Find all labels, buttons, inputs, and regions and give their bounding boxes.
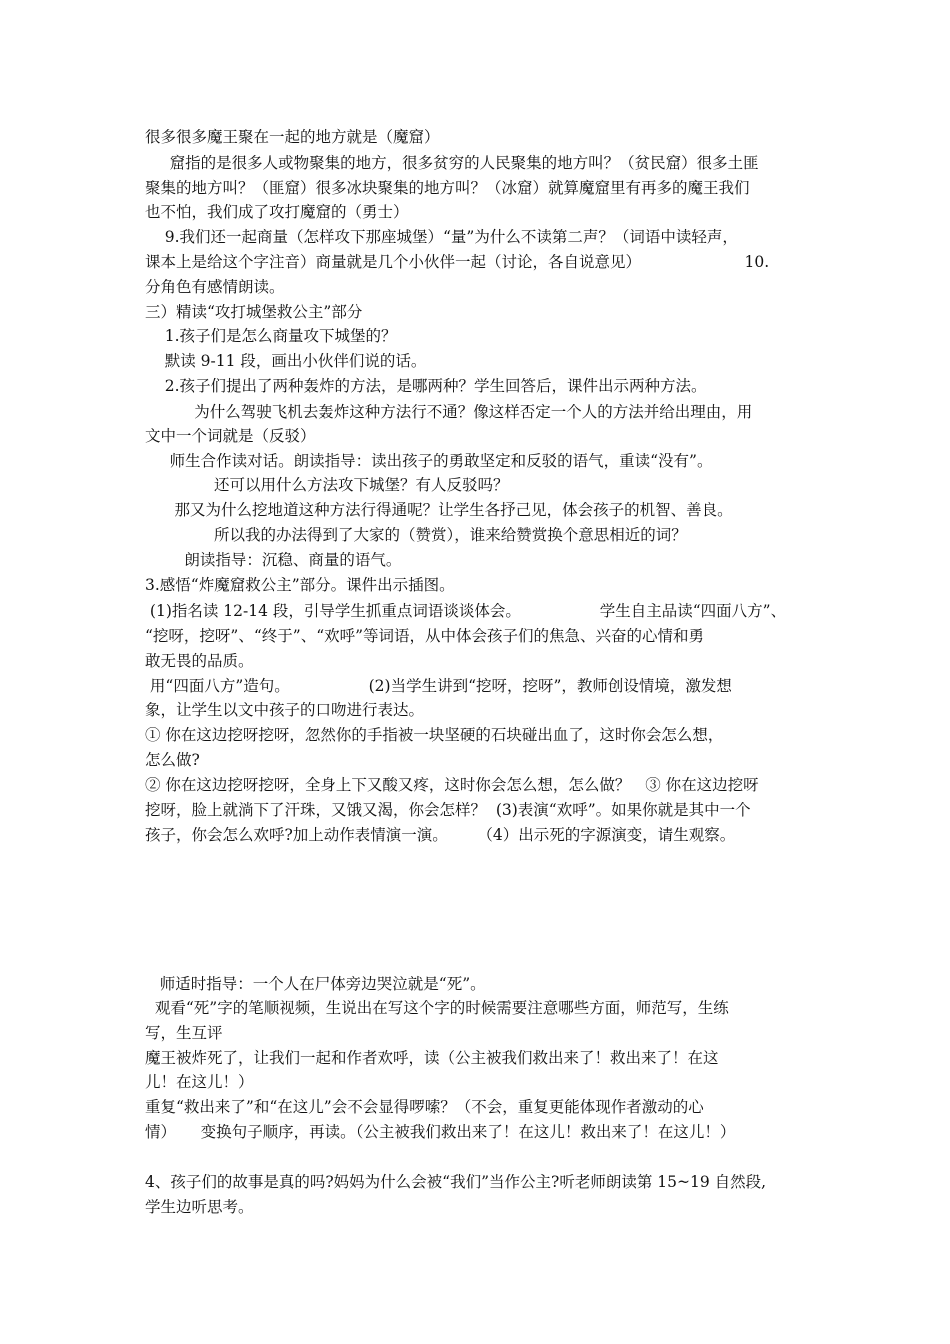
text-line: 孩子，你会怎么欢呼?加上动作表情演一演。 （4）出示死的字源演变，请生观察。 bbox=[145, 826, 736, 844]
text-line: 学生边听思考。 bbox=[145, 1198, 254, 1216]
text-line: 为什么驾驶飞机去轰炸这种方法行不通？像这样否定一个人的方法并给出理由，用 bbox=[145, 403, 753, 421]
text-line: 3.感悟“炸魔窟救公主”部分。课件出示插图。 bbox=[145, 576, 455, 594]
text-line: 重复“救出来了”和“在这儿”会不会显得啰嗦？（不会，重复更能体现作者激动的心 bbox=[145, 1098, 704, 1116]
text-line: 很多很多魔王聚在一起的地方就是（魔窟） bbox=[145, 128, 440, 146]
text-line: 挖呀，脸上就淌下了汗珠，又饿又渴，你会怎样？ (3)表演“欢呼”。如果你就是其中一个 bbox=[145, 801, 751, 819]
text-line: 9.我们还一起商量（怎样攻下那座城堡）“量”为什么不读第二声？（词语中读轻声， bbox=[145, 228, 738, 246]
text-line: 敢无畏的品质。 bbox=[145, 652, 254, 670]
text-line: “挖呀，挖呀”、“终于”、“欢呼”等词语，从中体会孩子们的焦急、兴奋的心情和勇 bbox=[145, 627, 705, 645]
text-line: 默读 9-11 段，画出小伙伴们说的话。 bbox=[145, 352, 427, 370]
text-line: 2.孩子们提出了两种轰炸的方法，是哪两种？学生回答后，课件出示两种方法。 bbox=[145, 377, 707, 395]
text-line: 怎么做? bbox=[145, 751, 200, 769]
text-line: 魔王被炸死了，让我们一起和作者欢呼，读（公主被我们救出来了！救出来了！在这 bbox=[145, 1049, 719, 1067]
text-line: 4、孩子们的故事是真的吗?妈妈为什么会被“我们”当作公主?听老师朗读第 15~19 自然段, bbox=[145, 1173, 767, 1191]
text-line: 情） 变换句子顺序，再读。（公主被我们救出来了！在这儿！救出来了！在这儿！） bbox=[145, 1123, 736, 1141]
text-line: 师生合作读对话。朗读指导：读出孩子的勇敢坚定和反驳的语气，重读“没有”。 bbox=[145, 452, 713, 470]
text-line: 朗读指导：沉稳、商量的语气。 bbox=[145, 551, 402, 569]
text-line: 写，生互评 bbox=[145, 1024, 223, 1042]
section-heading: 三）精读“攻打城堡救公主”部分 bbox=[145, 303, 363, 321]
text-line: 课本上是给这个字注音）商量就是几个小伙伴一起（讨论，各自说意见） 10. bbox=[145, 253, 770, 271]
text-line: 观看“死”字的笔顺视频，生说出在写这个字的时候需要注意哪些方面，师范写，生练 bbox=[145, 999, 729, 1017]
text-line: 儿！在这儿！） bbox=[145, 1073, 254, 1091]
text-line: 那又为什么挖地道这种方法行得通呢？让学生各抒己见，体会孩子的机智、善良。 bbox=[145, 501, 733, 519]
text-line: 也不怕，我们成了攻打魔窟的（勇士） bbox=[145, 203, 409, 221]
text-line: 用“四面八方”造句。 (2)当学生讲到“挖呀，挖呀”，教师创设情境，激发想 bbox=[145, 677, 732, 695]
text-line: 师适时指导：一个人在尸体旁边哭泣就是“死”。 bbox=[145, 975, 486, 993]
text-line: 文中一个词就是（反驳） bbox=[145, 427, 316, 445]
text-line: 象，让学生以文中孩子的口吻进行表达。 bbox=[145, 701, 425, 719]
text-line: 还可以用什么方法攻下城堡？有人反驳吗？ bbox=[145, 476, 509, 494]
text-line: ① 你在这边挖呀挖呀，忽然你的手指被一块坚硬的石块碰出血了，这时你会怎么想， bbox=[145, 726, 724, 744]
text-line: 所以我的办法得到了大家的（赞赏），谁来给赞赏换个意思相近的词？ bbox=[145, 526, 687, 544]
text-line: 窟指的是很多人或物聚集的地方，很多贫穷的人民聚集的地方叫？（贫民窟）很多土匪 bbox=[145, 154, 759, 172]
text-line: (1)指名读 12-14 段，引导学生抓重点词语谈谈体会。 学生自主品读“四面八方”、 bbox=[145, 602, 787, 620]
text-line: 聚集的地方叫？（匪窟）很多冰块聚集的地方叫？（冰窟）就算魔窟里有再多的魔王我们 bbox=[145, 179, 750, 197]
text-line: 1.孩子们是怎么商量攻下城堡的？ bbox=[145, 327, 397, 345]
text-line: 分角色有感情朗读。 bbox=[145, 278, 285, 296]
text-line: ② 你在这边挖呀挖呀，全身上下又酸又疼，这时你会怎么想，怎么做？ ③ 你在这边挖呀 bbox=[145, 776, 759, 794]
